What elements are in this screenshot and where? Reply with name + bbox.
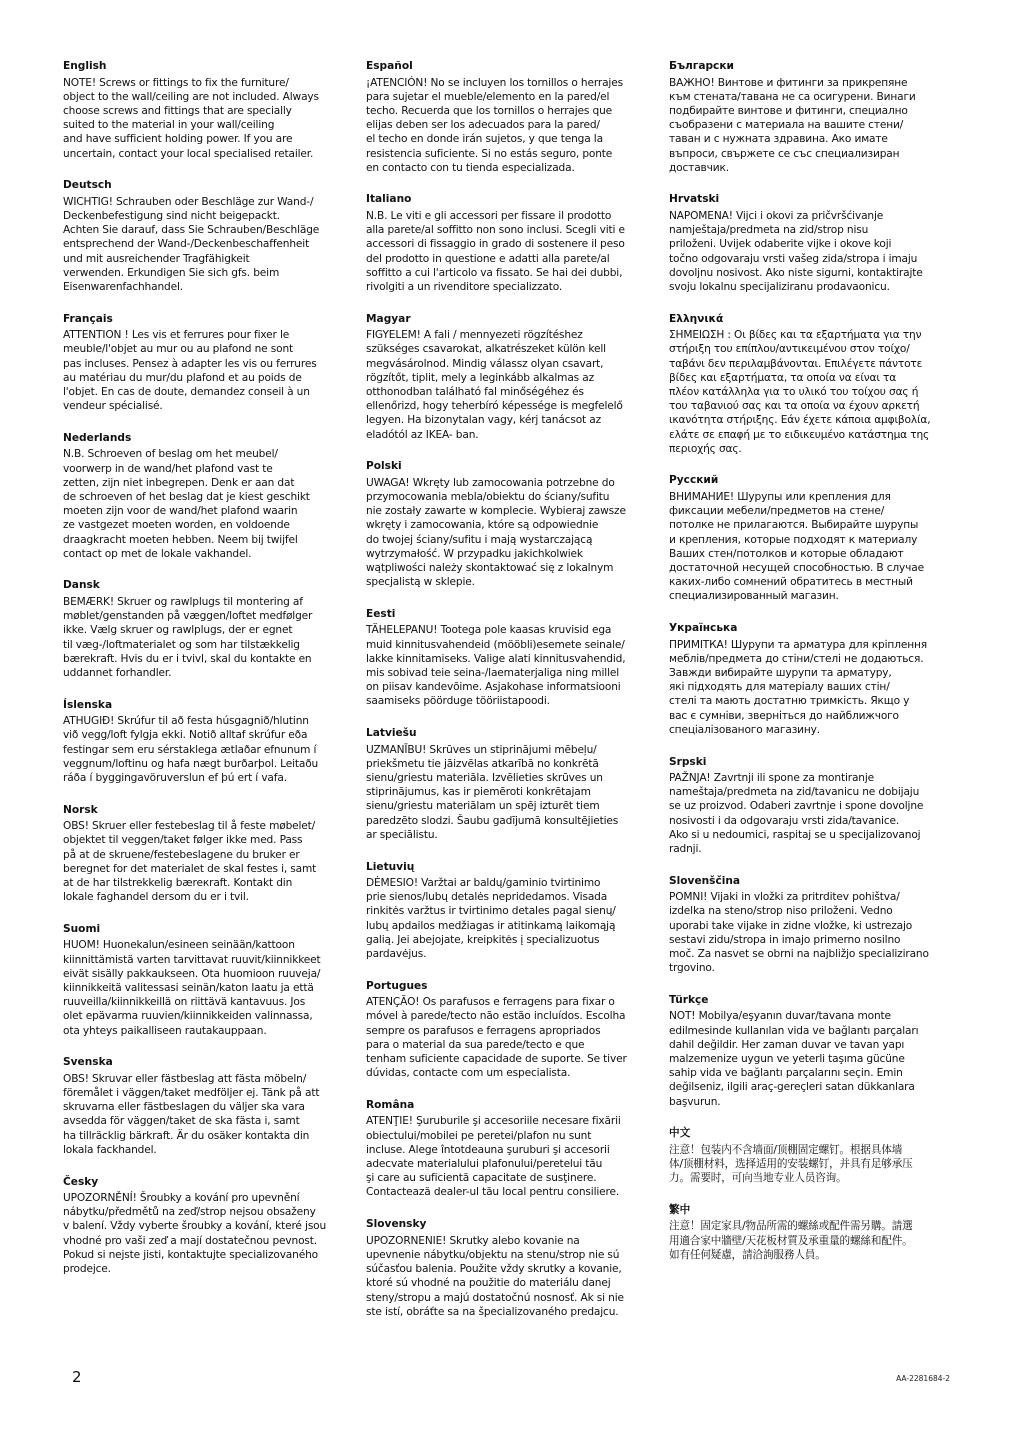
section-balgarski [669, 59, 952, 175]
section-ukrainska [669, 621, 952, 737]
notice-text: ПРИМІТКА! Шурупи та арматура для кріплення меблів/предмета до стіни/стелі не додаються. Завжди вибирайте шурупи та арматуру, які підходять для матеріалу ваших стін/ стелі та мають достатню тримкість. Якщо у вас є сумніви, зверніться до найближчого спеціалізованого магазину. [669, 638, 927, 736]
notice-text: HUOM! Huonekalun/esineen seinään/kattoon kiinnittämistä varten tarvittavat ruuvit/kiinnikkeet eivät sisälly pakkaukseen. Ota huomioon ruuveja/ kiinnikkeitä valitessasi seinän/katon laatu ja että ruuveilla/kiinnikkeillä on riittävä kantavuus. Jos olet epävarma ruuvien/kiinnikkeiden valinnassa, ota yhteys paikalliseen rautakauppaan. [63, 939, 321, 1037]
section-dansk [63, 578, 348, 680]
page-number: 2 [72, 1368, 82, 1386]
notice-text: NOT! Mobilya/eşyanın duvar/tavana monte edilmesinde kullanılan vida ve bağlantı parçaları dahil değildir. Her zaman duvar ve tavan yapı malzemenize uygun ve yeterli taşıma gücüne sahip vida ve bağlantı parçalarını seçin. Emin değilseniz, ilgili araç-gereçleri satan dükkanlara başvurun. [669, 1010, 919, 1108]
section-espanol [366, 59, 649, 175]
section-ellinika [669, 312, 952, 456]
section-zhongwen [669, 1126, 952, 1185]
notice-text: ATENŢIE! Şuruburile şi accesoriile necesare fixării obiectului/mobilei pe peretei/plafon nu sunt incluse. Alege întotdeauna şuruburi şi accesorii adecvate materialului plafonului/peretelui tău şi care au suficientă capacitate de susţinere. Contactează dealer-ul tău local pentru consiliere. [366, 1115, 621, 1199]
language-heading: Hrvatski [669, 193, 720, 206]
section-turkce [669, 993, 952, 1109]
language-heading: Česky [63, 1175, 99, 1188]
notice-text: 注意！固定家具/物品所需的螺絲或配件需另購。請選 用適合家中牆壁/天花板材質及承重量的螺絲和配件。 如有任何疑慮，請洽詢服務人員。 [669, 1220, 913, 1261]
language-heading: Dansk [63, 579, 100, 592]
notice-text: POMNI! Vijaki in vložki za pritrditev pohištva/ izdelka na steno/strop niso priloženi. Vedno uporabi take vijake in zidne vložke, ki ustrezajo sestavi zidu/stropa in imajo primerno nosilno moč. Za nasvet se obrni na najbližjo specializirano trgovino. [669, 891, 929, 975]
language-heading: Srpski [669, 755, 707, 768]
language-heading: Български [669, 60, 734, 72]
notice-text: NAPOMENA! Vijci i okovi za pričvršćivanje namještaja/predmeta na zid/strop nisu priloženi. Uvijek odaberite vijke i okove koji točno odgovaraju vrsti vašeg zida/stropa i imaju dovoljnu nosivost. Ako niste sigurni, kontaktirajte svoju lokalnu specijaliziranu prodavaonicu. [669, 209, 923, 293]
section-magyar [366, 312, 649, 442]
notice-text: N.B. Le viti e gli accessori per fissare il prodotto alla parete/al soffitto non sono inclusi. Scegli viti e accessori di fissaggio in grado di sostenere il peso del prodotto in questione e adatti alla parete/al soffitto a cui l'articolo va fissato. Se hai dei dubbi, rivolgiti a un rivenditore specializzato. [366, 209, 625, 293]
language-heading: Español [366, 60, 413, 72]
document-code: AA-2281684-2 [896, 1374, 950, 1383]
language-heading: Français [63, 312, 113, 325]
language-heading: English [63, 60, 107, 72]
notice-text: DĖMESIO! Varžtai ar baldų/gaminio tvirtinimo prie sienos/lubų detalės nepridedamos. Visada rinkitės varžtus ir tvirtinimo detales pagal sienų/ lubų apdailos medžiagas ir atitinkamą laikomąją galią. Jei abejojate, kreipkitės į specializuotus pardavėjus. [366, 877, 616, 961]
notice-text: ATENÇÃO! Os parafusos e ferragens para fixar o móvel à parede/tecto não estão incluídos. Escolha sempre os parafusos e ferragens apropriados para o material da sua parede/tecto e que tenham suficiente capacidade de suporte. Se tiver dúvidas, contacte com um especialista. [366, 996, 627, 1080]
language-heading: Suomi [63, 922, 101, 935]
language-heading: Русский [669, 474, 719, 487]
notice-text: ATHUGIÐ! Skrúfur til að festa húsgagnið/hlutinn við vegg/loft fylgja ekki. Notið alltaf skrúfur eða festingar sem eru sérstaklega ætlaðar efnunum í veggnum/loftinu og hafa nægt burðarþol. Leitaðu ráða í byggingavöruverslun ef þú ert í vafa. [63, 715, 319, 785]
language-heading: Deutsch [63, 179, 112, 192]
section-slovensky [366, 1217, 649, 1319]
section-polski [366, 459, 649, 589]
language-heading: Lietuvių [366, 860, 415, 873]
multilingual-notice [0, 59, 1012, 1359]
language-heading: Latviešu [366, 727, 417, 740]
notice-text: OBS! Skruvar eller fästbeslag att fästa möbeln/ föremålet i väggen/taket medföljer ej. Tänk på att skruvarna eller fästbeslagen du väljer ska vara avsedda för väggen/taket de ska fästa i, samt ha tillräcklig bärkraft. Är du osäker kontakta din lokala fackhandel. [63, 1072, 320, 1156]
section-portugues [366, 979, 649, 1081]
language-heading: Українська [669, 622, 738, 635]
notice-text: ¡ATENCIÓN! No se incluyen los tornillos o herrajes para sujetar el mueble/elemento en la pared/el techo. Recuerda que los tornillos o herrajes que elijas deben ser los adecuados para la pared/ el techo en donde irán sujetos, y que tenga la resistencia suficiente. Si no estás seguro, ponte en contacto con tu tienda especializada. [366, 76, 623, 174]
language-heading: Româna [366, 1098, 415, 1111]
language-heading: Magyar [366, 312, 411, 325]
section-english [63, 59, 348, 161]
section-russkiy [669, 473, 952, 603]
language-heading: Portugues [366, 979, 428, 992]
notice-text: TÄHELEPANU! Tootega pole kaasas kruvisid ega muid kinnitusvahendeid (mööbli)esemete seinale/ lakke kinnitamiseks. Valige alati kinnitusvahendid, mis sobivad teie seina-/laematerjaliga ning millel on piisav kandevõime. Asjakohase informatsiooni saamiseks pöörduge tööriistapoodi. [366, 624, 626, 708]
language-heading: 中文 [669, 1127, 691, 1140]
notice-text: ATTENTION ! Les vis et ferrures pour fixer le meuble/l'objet au mur ou au plafond ne sont pas incluses. Pensez à adapter les vis ou ferrures au matériau du mur/du plafond et au poids de l'objet. En cas de doute, demandez conseil à un vendeur spécialisé. [63, 329, 317, 413]
section-svenska [63, 1055, 348, 1157]
section-nederlands [63, 431, 348, 561]
section-francais [63, 312, 348, 414]
section-latviesu [366, 726, 649, 842]
language-heading: Nederlands [63, 431, 132, 444]
language-heading: 繁中 [669, 1203, 691, 1216]
section-suomi [63, 922, 348, 1038]
language-heading: Íslenska [63, 698, 113, 711]
notice-text: UPOZORNENIE! Skrutky alebo kovanie na upevnenie nábytku/objektu na stenu/strop nie sú súčasťou balenia. Použite vždy skrutky a kovanie, ktoré sú vhodné na použitie do materiálu danej steny/stropu a majú dostatočnú nosnosť. Ak si nie ste istí, obráťte sa na špecializovaného predajcu. [366, 1234, 624, 1318]
section-fanzhong [669, 1203, 952, 1262]
notice-text: NOTE! Screws or fittings to fix the furniture/ object to the wall/ceiling are not included. Always choose screws and fittings that are specially suited to the material in your wall/ceiling and have sufficient holding power. If you are uncertain, contact your local specialised retailer. [63, 76, 319, 160]
section-lietuviu [366, 860, 649, 962]
notice-text: 注意！包装内不含墙面/顶棚固定螺钉。根据具体墙 体/顶棚材料，选择适用的安装螺钉，并具有足够承压 力。需要时，可向当地专业人员咨询。 [669, 1143, 913, 1185]
section-slovenscina [669, 874, 952, 976]
notice-text: WICHTIG! Schrauben oder Beschläge zur Wand-/ Deckenbefestigung sind nicht beigepackt. Achten Sie darauf, dass Sie Schrauben/Beschläge entsprechend der Wand-/Deckenbeschaffenheit und mit ausreichender Tragfähigkeit verwenden. Erkundigen Sie sich gfs. beim Eisenwarenfachhandel. [63, 195, 320, 293]
section-srpski [669, 755, 952, 857]
notice-text: ВАЖНО! Винтове и фитинги за прикрепяне към стената/тавана не са осигурени. Винаги подбирайте винтове и фитинги, специално съобразени с материала на вашите стени/ таван и с нужната здравина. Ако имате въпроси, свържете се със специализиран доставчик. [669, 76, 916, 174]
notice-text: UWAGA! Wkręty lub zamocowania potrzebne do przymocowania mebla/obiektu do ściany/sufitu nie zostały zawarte w komplecie. Wybieraj zawsze wkręty i zamocowania, które są odpowiednie do twojej ściany/sufitu i mają wystarczającą wytrzymałość. W przypadku jakichkolwiek wątpliwości należy skontaktować się z lokalnym specjalistą w sklepie. [366, 476, 626, 589]
notice-text: UZMANĪBU! Skrūves un stiprinājumi mēbeļu/ priekšmetu tie jāizvēlas atkarībā no konkrētā sienu/griestu materiāla. Izvēlieties skrūves un stiprinājumus, kas ir piemēroti konkrētajam sienu/griestu materiālam un spēj izturēt tiem paredzēto slodzi. Šaubu gadījumā konsultējieties ar speciālistu. [366, 743, 619, 841]
notice-text: ΣΗΜΕΙΩΣΗ : Οι βίδες και τα εξαρτήματα για την στήριξη του επίπλου/αντικειμένου στον τοίχο/ ταβάνι δεν περιλαμβάνονται. Επιλέγετε πάντοτε βίδες και εξαρτήματα, τα οποία να είναι τα πλέον κατάλληλα για το υλικό του τοίχου σας ή του ταβανιού σας και τα οποία να έχουν αρκετή ικανότητα στήριξης. Εάν έχετε κάποια αμφιβολία, ελάτε σε επαφή με το ειδικευμένο κατάστημα της περιοχής σας. [669, 329, 931, 455]
section-eesti [366, 607, 649, 709]
language-heading: Slovensky [366, 1218, 427, 1231]
notice-text: UPOZORNĚNÍ! Šroubky a kování pro upevnění nábytku/předmětů na zeď/strop nejsou obsaženy v balení. Vždy vyberte šroubky a kování, které jsou vhodné pro vaši zeď a mají dostatečnou pevnost. Pokud si nejste jisti, kontaktujte specializovaného prodejce. [63, 1192, 327, 1276]
section-cesky [63, 1175, 348, 1277]
notice-text: PAŽNJA! Zavrtnji ili spone za montiranje nameštaja/predmeta na zid/tavanicu ne dobijaju se uz proizvod. Odaberi zavrtnje i spone dovoljne nosivosti i da odgovaraju vrsti zida/tavanice. Ako si u nedoumici, raspitaj se u specijalizovanoj radnji. [669, 772, 924, 856]
language-heading: Türkçe [669, 993, 709, 1006]
section-islenska [63, 698, 348, 786]
section-norsk [63, 803, 348, 905]
language-heading: Italiano [366, 193, 412, 206]
section-romana [366, 1098, 649, 1200]
column-1 [63, 59, 348, 1294]
section-deutsch [63, 178, 348, 294]
language-heading: Norsk [63, 803, 98, 816]
language-heading: Slovenščina [669, 874, 741, 887]
notice-text: OBS! Skruer eller festebeslag til å feste møbelet/ objektet til veggen/taket følger ikke med. Pass på at de skruene/festebeslagene du bruker er beregnet for det materialet de skal festes i, samt at de har tilstrekkelig bæreкraft. Kontakt din lokale faghandel dersom du er i tvil. [63, 820, 317, 904]
language-heading: Polski [366, 460, 402, 473]
section-hrvatski [669, 192, 952, 294]
language-heading: Eesti [366, 607, 396, 620]
column-3 [669, 59, 952, 1280]
column-2 [366, 59, 649, 1336]
notice-text: ВНИМАНИЕ! Шурупы или крепления для фиксации мебели/предметов на стене/ потолке не прилагаются. Выбирайте шурупы и крепления, которые подходят к материалу Ваших стен/потолков и которые обладают достаточной несущей способностью. В случае каких-либо сомнений обратитесь в местный специализированный магазин. [669, 490, 924, 603]
notice-text: N.B. Schroeven of beslag om het meubel/ voorwerp in de wand/het plafond vast te zetten, zijn niet inbegrepen. Denk er aan dat de schroeven of het beslag dat je kiest geschikt moeten zijn voor de wand/het plafond waarin ze vastgezet moeten worden, en voldoende draagkracht moeten hebben. Neem bij twijfel contact op met de lokale vakhandel. [63, 448, 310, 560]
language-heading: Svenska [63, 1056, 113, 1069]
language-heading: Ελληνικά [669, 312, 724, 325]
notice-text: BEMÆRK! Skruer og rawlplugs til montering af møblet/genstanden på væggen/loftet medfølger ikke. Vælg skruer og rawlplugs, der er egnet til væg-/loftmaterialet og som har tilstækkelig bærekraft. Hvis du er i tvivl, skal du kontakte en uddannet forhandler. [63, 595, 313, 679]
section-italiano [366, 192, 649, 294]
notice-text: FIGYELEM! A fali / mennyezeti rögzítéshez szükséges csavarokat, alkatrészeket külön kell megvásárolnod. Mindig válassz olyan csavart, rögzítőt, tiplit, mely a leginkább alkalmas az otthonodban található fal minőségéhez és ellenőrizd, hogy teherbíró képessége is megfelelő legyen. Ha bizonytalan vagy, kérj tanácsot az eladótól az IKEA- ban. [366, 329, 623, 441]
